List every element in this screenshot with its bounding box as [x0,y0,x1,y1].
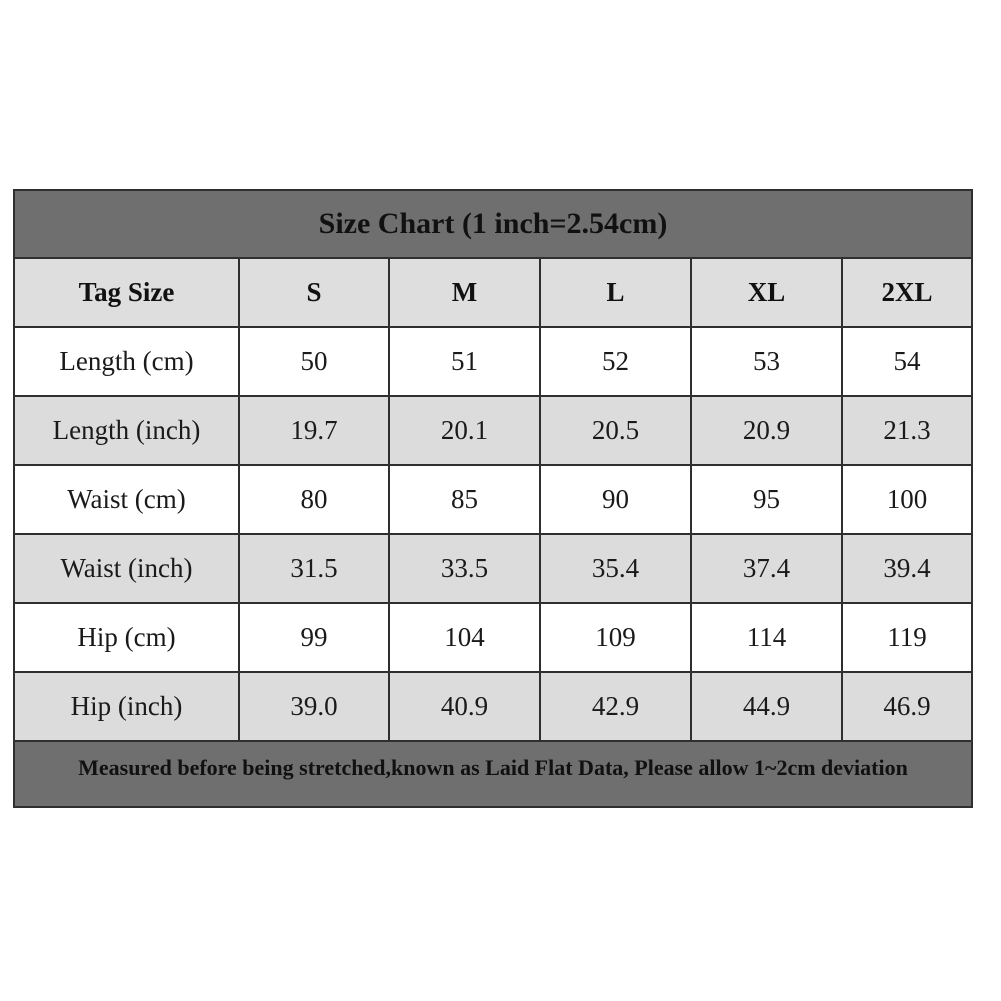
size-table [15,257,971,742]
table-cell: 104 [389,603,540,672]
table-cell: 42.9 [540,672,691,741]
table-cell: 119 [842,603,971,672]
row-label: Length (inch) [15,396,239,465]
table-cell: 46.9 [842,672,971,741]
table-cell: 50 [239,327,389,396]
table-row [15,465,971,534]
table-cell: 114 [691,603,842,672]
table-cell: 39.4 [842,534,971,603]
table-cell: 31.5 [239,534,389,603]
header-cell-xl: XL [691,258,842,327]
table-cell: 51 [389,327,540,396]
table-cell: 54 [842,327,971,396]
row-label: Hip (cm) [15,603,239,672]
table-cell: 33.5 [389,534,540,603]
table-row [15,534,971,603]
header-cell-2xl: 2XL [842,258,971,327]
size-chart [13,189,973,808]
table-cell: 100 [842,465,971,534]
table-cell: 40.9 [389,672,540,741]
row-label: Waist (inch) [15,534,239,603]
table-cell: 85 [389,465,540,534]
table-cell: 35.4 [540,534,691,603]
table-cell: 20.1 [389,396,540,465]
row-label: Waist (cm) [15,465,239,534]
row-label: Hip (inch) [15,672,239,741]
table-cell: 53 [691,327,842,396]
table-cell: 90 [540,465,691,534]
measurement-note: Measured before being stretched,known as Laid Flat Data, Please allow 1~2cm deviation [78,754,908,780]
header-cell-s: S [239,258,389,327]
header-cell-tag-size: Tag Size [15,258,239,327]
table-cell: 21.3 [842,396,971,465]
table-cell: 80 [239,465,389,534]
table-cell: 20.9 [691,396,842,465]
header-cell-m: M [389,258,540,327]
table-cell: 95 [691,465,842,534]
table-cell: 52 [540,327,691,396]
table-row [15,327,971,396]
table-row [15,603,971,672]
chart-title: Size Chart (1 inch=2.54cm) [318,207,668,240]
table-cell: 99 [239,603,389,672]
table-cell: 37.4 [691,534,842,603]
table-cell: 109 [540,603,691,672]
header-cell-l: L [540,258,691,327]
row-label: Length (cm) [15,327,239,396]
table-header-row [15,258,971,327]
table-cell: 20.5 [540,396,691,465]
table-cell: 19.7 [239,396,389,465]
table-cell: 44.9 [691,672,842,741]
table-row [15,396,971,465]
table-cell: 39.0 [239,672,389,741]
